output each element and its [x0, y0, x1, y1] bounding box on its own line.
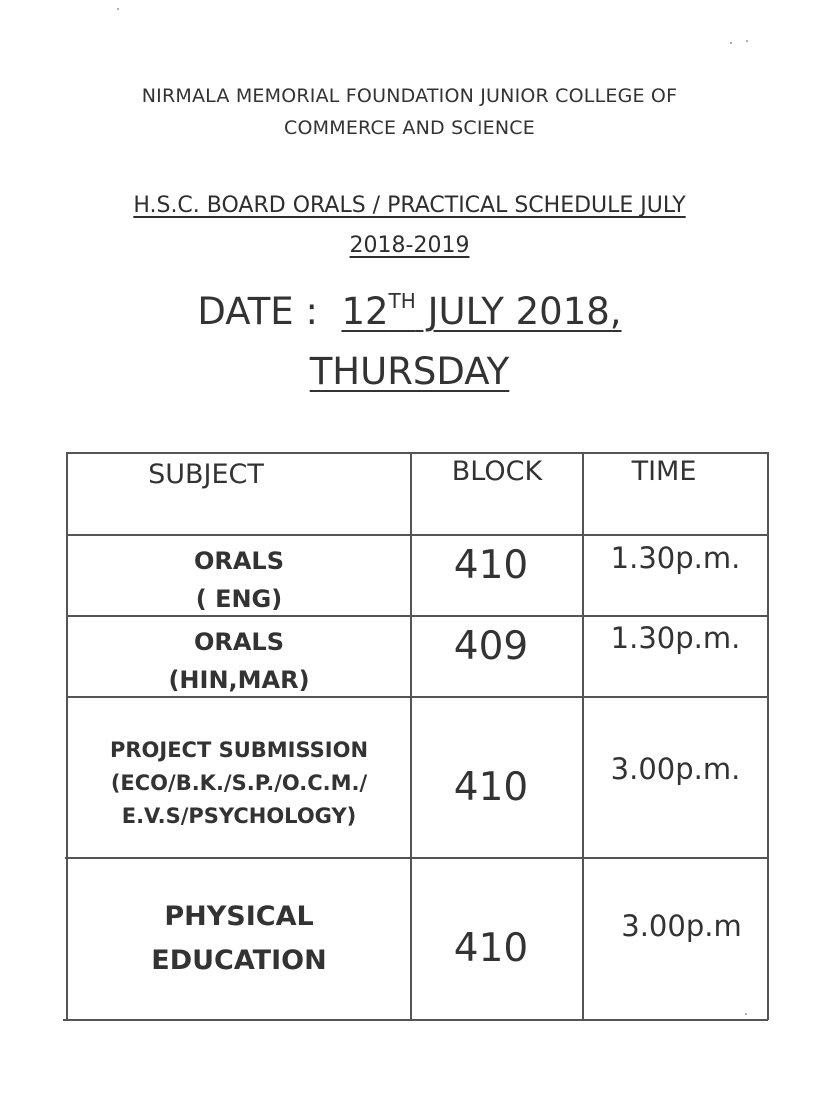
time-cell: 3.00p.m.	[610, 752, 741, 786]
time-cell: 1.30p.m.	[610, 621, 741, 655]
college-name-line-2: COMMERCE AND SCIENCE	[284, 117, 535, 139]
time-cell: 1.30p.m.	[610, 541, 741, 575]
table-border-bottom	[63, 1019, 768, 1021]
table-divider	[582, 452, 584, 1020]
block-cell: 410	[453, 543, 529, 588]
header-block: BLOCK	[451, 456, 543, 487]
schedule-title-line-2: 2018-2019	[349, 233, 470, 258]
schedule-title-line-1: H.S.C. BOARD ORALS / PRACTICAL SCHEDULE JULY	[133, 193, 686, 218]
table-border-top	[66, 452, 769, 454]
subject-cell: PROJECT SUBMISSION (ECO/B.K./S.P./O.C.M./ E.V.S/PSYCHOLOGY)	[109, 738, 369, 828]
subject-cell: ORALS (HIN,MAR)	[168, 628, 310, 694]
date-weekday: THURSDAY	[309, 350, 510, 393]
block-cell: 409	[453, 624, 529, 669]
scan-speck	[745, 1013, 747, 1015]
header-time: TIME	[631, 456, 697, 487]
subject-cell: ORALS ( ENG)	[193, 547, 285, 613]
college-name-line-1: NIRMALA MEMORIAL FOUNDATION JUNIOR COLLEGE OF	[141, 85, 678, 107]
date-label: DATE :	[197, 290, 318, 333]
subject-cell: PHYSICAL EDUCATION	[151, 901, 327, 976]
date-value: 12TH JULY 2018,	[341, 289, 622, 333]
table-divider	[66, 534, 769, 536]
block-cell: 410	[453, 765, 529, 810]
time-cell: 3.00p.m	[621, 909, 742, 943]
table-divider	[65, 857, 769, 859]
scan-speck	[117, 8, 119, 10]
scan-speck	[746, 40, 748, 42]
date-heading	[0, 290, 819, 333]
block-cell: 410	[453, 926, 529, 971]
header-subject: SUBJECT	[148, 459, 264, 490]
scan-speck	[730, 42, 732, 44]
